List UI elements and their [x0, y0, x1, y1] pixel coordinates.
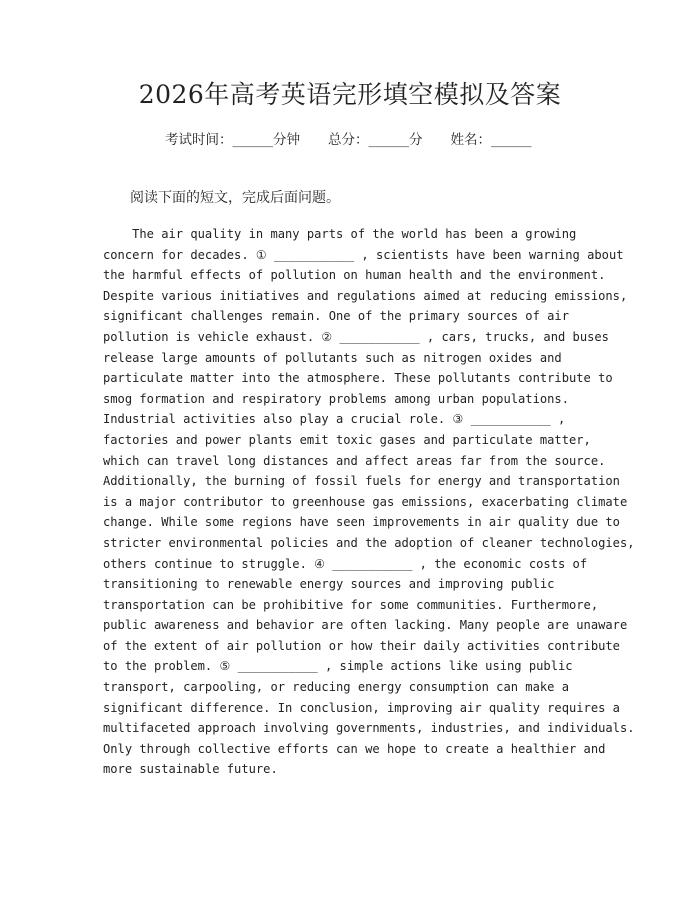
passage-line: to the problem. ⑤ ___________ , simple actions like using public [103, 659, 573, 674]
passage-line: Additionally, the burning of fossil fuels for energy and transportation [103, 474, 620, 489]
passage-line: release large amounts of pollutants such as nitrogen oxides and [103, 350, 562, 365]
instruction-text: 阅读下面的短文，完成后面问题。 [130, 190, 340, 206]
exam-time-field: 考试时间：______分钟 [165, 132, 300, 148]
passage-line: Industrial activities also play a crucial role. ③ ___________ , [103, 412, 566, 427]
passage-line: Only through collective efforts can we hope to create a healthier and [103, 741, 606, 756]
passage-line: transport, carpooling, or reducing energy consumption can make a [103, 680, 569, 695]
passage-line: Despite various initiatives and regulations aimed at reducing emissions, [103, 288, 628, 303]
document-title: 2026年高考英语完形填空模拟及答案 [138, 80, 562, 109]
passage-line: transportation can be prohibitive for some communities. Furthermore, [103, 597, 599, 612]
passage-line: significant challenges remain. One of the primary sources of air [103, 309, 569, 324]
passage-line: smog formation and respiratory problems among urban populations. [103, 391, 569, 406]
passage-line: concern for decades. ① ___________ , scientists have been warning about [103, 247, 624, 262]
passage-line: the harmful effects of pollution on human health and the environment. [103, 268, 606, 283]
passage-line: factories and power plants emit toxic gases and particulate matter, [103, 432, 591, 447]
passage-line: pollution is vehicle exhaust. ② ___________ , cars, trucks, and buses [103, 329, 609, 344]
passage-line: particulate matter into the atmosphere. These pollutants contribute to [103, 371, 613, 386]
passage-line: which can travel long distances and affect areas far from the source. [103, 453, 606, 468]
passage-line: more sustainable future. [103, 762, 278, 777]
passage-line: is a major contributor to greenhouse gas emissions, exacerbating climate [103, 494, 628, 509]
passage-line: transitioning to renewable energy sources and improving public [103, 577, 555, 592]
passage-line: change. While some regions have seen improvements in air quality due to [103, 515, 620, 530]
passage-line: others continue to struggle. ④ ___________ , the economic costs of [103, 556, 588, 571]
passage-line: of the extent of air pollution or how their daily activities contribute [103, 638, 620, 653]
passage-line: The air quality in many parts of the world has been a growing [103, 227, 577, 241]
passage-line: public awareness and behavior are often lacking. Many people are unaware [103, 618, 628, 633]
student-name-field: 姓名：______ [450, 132, 532, 148]
exam-score-field: 总分：______分 [328, 132, 423, 148]
passage-line: significant difference. In conclusion, improving air quality requires a [103, 700, 620, 715]
reading-passage [103, 224, 635, 780]
passage-line: multifaceted approach involving governments, industries, and individuals. [103, 721, 635, 736]
exam-info [165, 130, 560, 150]
passage-line: stricter environmental policies and the adoption of cleaner technologies, [103, 535, 635, 550]
